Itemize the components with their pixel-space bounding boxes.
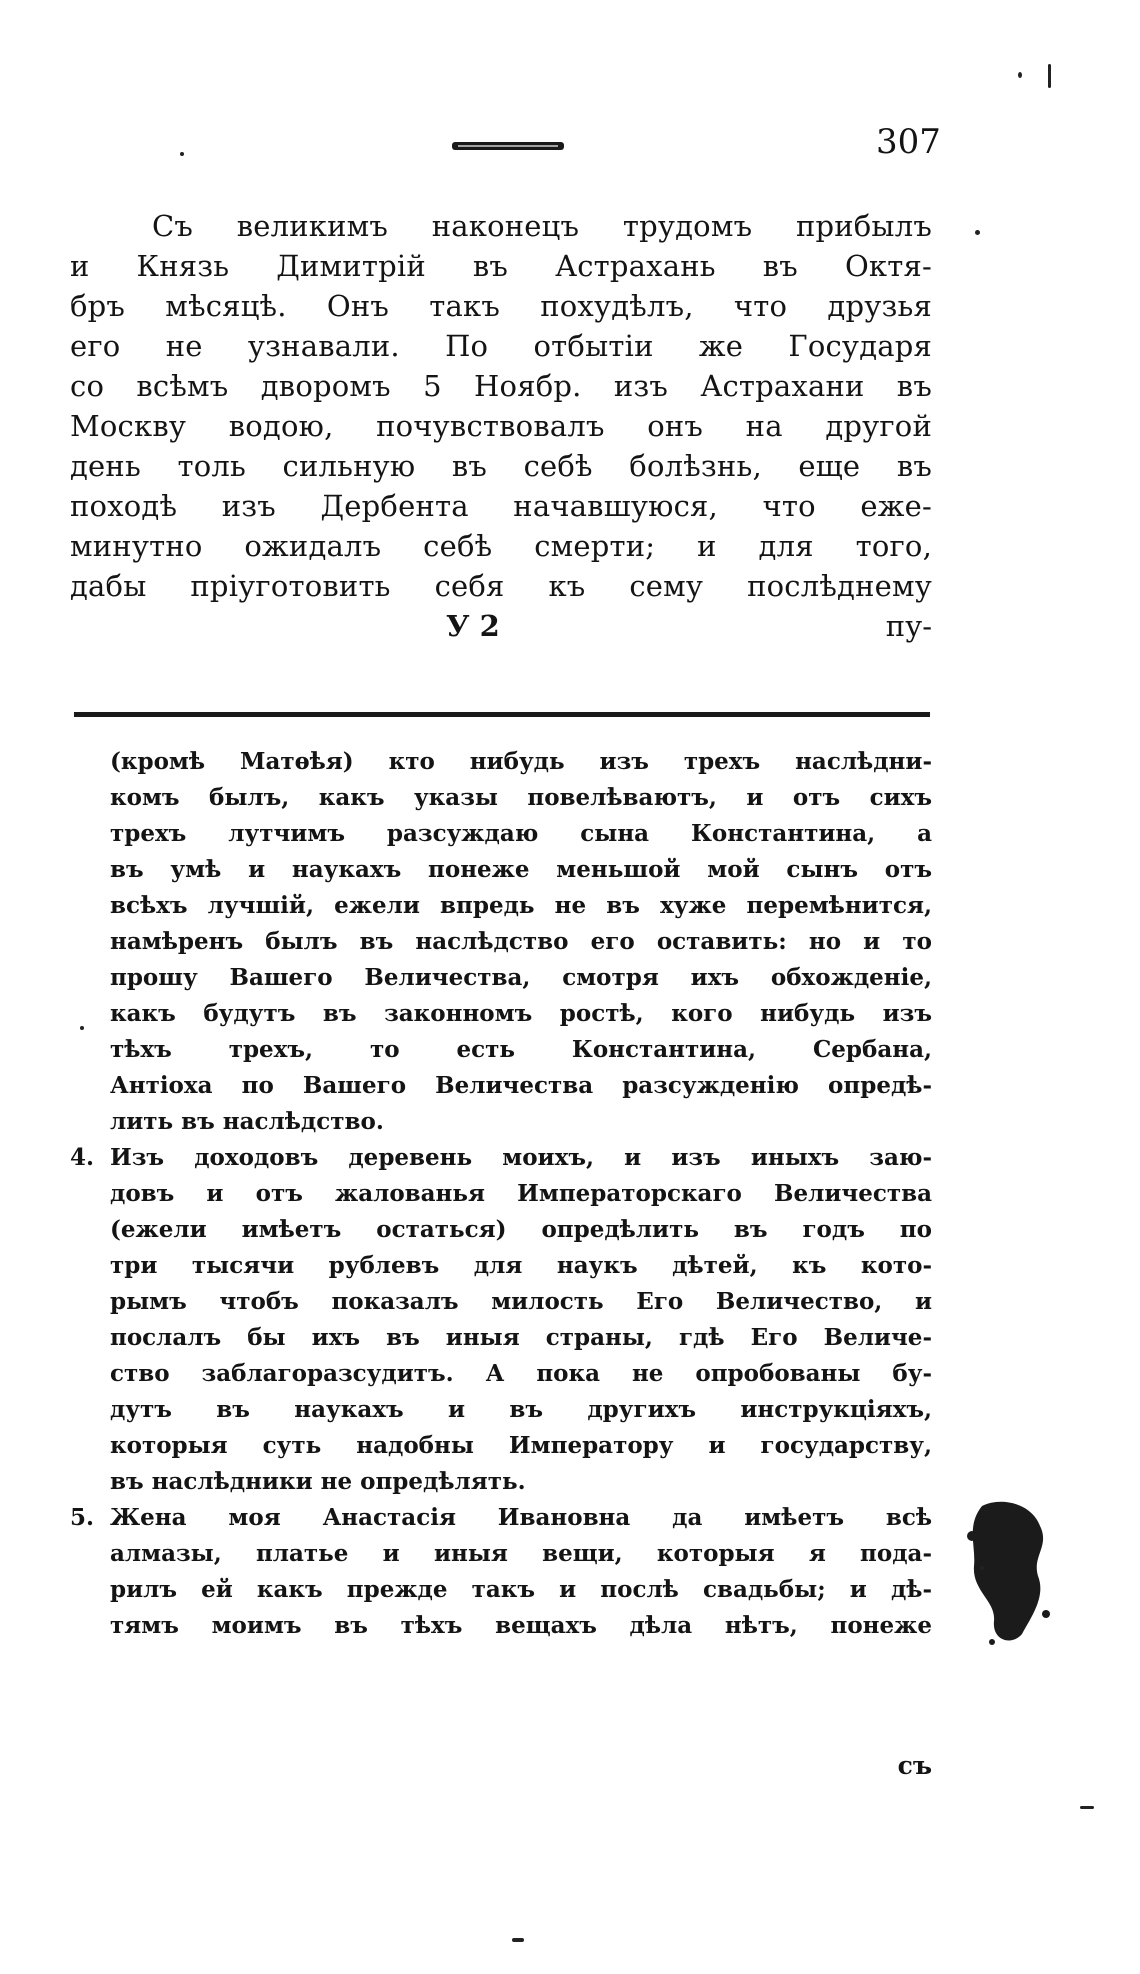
footnote-line: лить въ наслѣдство. <box>110 1108 384 1135</box>
footnote-item-line: которыя суть надобны Императору и государству, <box>110 1432 932 1459</box>
main-text-line: его не узнавали. По отбытіи же Государя <box>70 329 932 363</box>
item-number: 4. <box>70 1144 95 1171</box>
footnote-item-5 <box>70 1500 932 1644</box>
page-number: 307 <box>876 122 941 162</box>
header-ornament-rule <box>452 142 564 150</box>
main-text-line: со всѣмъ дворомъ 5 Ноябр. изъ Астрахани въ <box>70 369 932 403</box>
signature-mark: У 2 <box>446 609 500 643</box>
footnote-line: какъ будутъ въ законномъ ростѣ, кого нибудь изъ <box>110 1000 932 1027</box>
paper-speck <box>80 1026 84 1030</box>
footnote-item-line: (ежели имѣетъ остаться) опредѣлить въ годъ по <box>110 1216 932 1243</box>
footnote-line: прошу Вашего Величества, смотря ихъ обхожденіе, <box>110 964 932 991</box>
footnote-line: Антіоха по Вашего Величества разсужденію опредѣ- <box>110 1072 932 1099</box>
footnote-item-line: послалъ бы ихъ въ иныя страны, гдѣ Его Величе- <box>110 1324 932 1351</box>
paper-speck <box>512 1938 524 1942</box>
main-text-line: дабы пріуготовить себя къ сему послѣднему <box>70 569 932 603</box>
footnote-line: (кромѣ Матѳѣя) кто нибудь изъ трехъ наслѣдни- <box>110 748 932 775</box>
footnote-item-line: довъ и отъ жалованья Императорскаго Величества <box>110 1180 932 1207</box>
footnote-item-text: Изъ доходовъ деревень моихъ, и изъ иныхъ заю- <box>110 1144 932 1171</box>
main-text-block <box>70 206 932 646</box>
signature-line <box>70 606 932 646</box>
item-number: 5. <box>70 1504 95 1531</box>
footnote-line: всѣхъ лучшій, ежели впредь не въ хуже перемѣнится, <box>110 892 932 919</box>
footnote-line: въ умѣ и наукахъ понеже меньшой мой сынъ отъ <box>110 856 932 883</box>
main-text-line: Съ великимъ наконецъ трудомъ прибылъ <box>152 209 932 243</box>
footnote-item-text: Жена моя Анастасія Ивановна да имѣетъ всѣ <box>110 1504 932 1531</box>
main-text-line: Москву водою, почувствовалъ онъ на другой <box>70 409 932 443</box>
footnote-block <box>70 744 932 1644</box>
paper-speck <box>980 1566 984 1570</box>
footnote-line: намѣренъ былъ въ наслѣдство его оставить: но и то <box>110 928 932 955</box>
footnote-item-line <box>70 1500 932 1536</box>
footnote-item-line: тямъ моимъ въ тѣхъ вещахъ дѣла нѣтъ, понеже <box>110 1612 932 1639</box>
footnote-item-line: рымъ чтобъ показалъ милость Его Величество, и <box>110 1288 932 1315</box>
paper-speck <box>1080 1806 1094 1809</box>
paper-speck <box>1048 64 1051 88</box>
ink-blot-stain <box>962 1496 1052 1646</box>
paper-speck <box>975 230 980 235</box>
footnote-catchword: съ <box>897 1751 932 1780</box>
footnote-item-line: три тысячи рублевъ для наукъ дѣтей, къ кото- <box>110 1252 932 1279</box>
footnote-item-line: въ наслѣдники не опредѣлять. <box>110 1468 526 1495</box>
main-text-line: минутно ожидалъ себѣ смерти; и для того, <box>70 529 932 563</box>
main-text-line: день толь сильную въ себѣ болѣзнь, еще въ <box>70 449 932 483</box>
footnote-item-4 <box>70 1140 932 1500</box>
main-text-line: походѣ изъ Дербента начавшуюся, что еже- <box>70 489 932 523</box>
footnote-item-line: алмазы, платье и иныя вещи, которыя я пода- <box>110 1540 932 1567</box>
footnote-line: комъ былъ, какъ указы повелѣваютъ, и отъ сихъ <box>110 784 932 811</box>
footnote-item-line: рилъ ей какъ прежде такъ и послѣ свадьбы; и дѣ- <box>110 1576 932 1603</box>
paper-speck <box>1018 72 1022 78</box>
footnote-item-line: дутъ въ наукахъ и въ другихъ инструкціяхъ, <box>110 1396 932 1423</box>
footnote-line: тѣхъ трехъ, то есть Константина, Сербана, <box>110 1036 932 1063</box>
main-text-line: и Князь Димитрій въ Астрахань въ Октя- <box>70 249 932 283</box>
footnote-item-line: ство заблагоразсудитъ. А пока не опробованы бу- <box>110 1360 932 1387</box>
catchword: пу- <box>885 609 932 643</box>
main-text-line: бръ мѣсяцѣ. Онъ такъ похудѣлъ, что друзья <box>70 289 932 323</box>
footnote-item-line <box>70 1140 932 1176</box>
footnote-divider <box>74 712 930 717</box>
paper-speck <box>180 152 184 156</box>
footnote-line: трехъ лутчимъ разсуждаю сына Константина, а <box>110 820 932 847</box>
